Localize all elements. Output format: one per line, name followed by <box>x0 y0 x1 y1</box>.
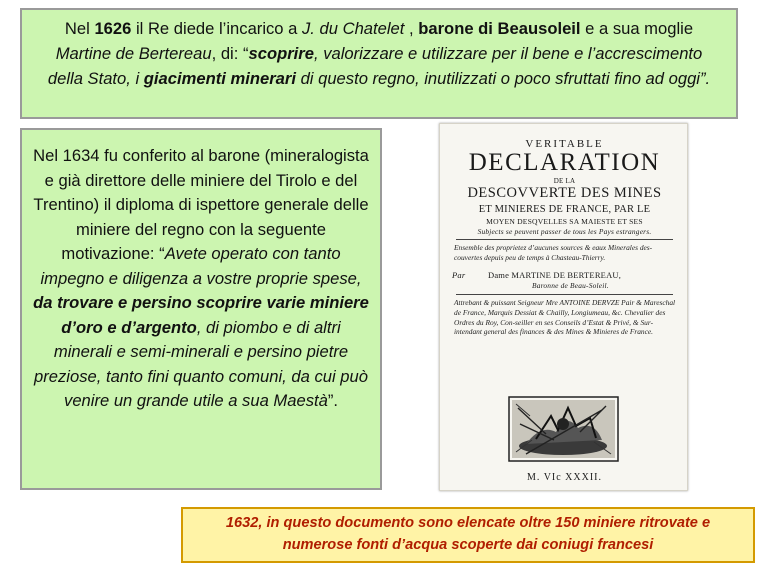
doc-par: Par <box>452 270 466 280</box>
highlight-gold-silver: da trovare e persino scoprire varie miniere d’oro e d’argento <box>33 293 369 337</box>
intro-text-box <box>20 8 738 119</box>
doc-line-5: ET MINIERES DE FRANCE, PAR LE <box>478 204 651 215</box>
year-1626: 1626 <box>94 19 132 38</box>
person-name: J. du Chatelet <box>302 19 405 38</box>
doc-line-1: VERITABLE <box>525 138 604 150</box>
intro-text: Nel 1626 il Re diede l’incarico a J. du Chatelet , barone di Beausoleil e a sua moglie Martine de Bertereau, di: “scoprire, valorizzare e utilizzare per il bene e l’accrescimento della Stato, i giacimenti minerari di questo regno, inutilizzati o poco sfruttati fino ad oggi”. <box>47 19 711 88</box>
doc-divider <box>456 294 673 295</box>
historical-document-image <box>439 123 688 491</box>
wife-name: Martine de Bertereau <box>55 44 212 63</box>
doc-date: M. VIc XXXII. <box>526 472 603 483</box>
doc-line-3: DE LA <box>553 177 576 185</box>
word-scoprire: scoprire <box>248 44 314 63</box>
doc-paragraph-2: Attrebant & puissant Seigneur Mre ANTOINE DERVZE Pair & Mareschal de France, Marquis Dessiat & Chailly, Longiumeau, &c. Chevalier des Ordres du Roy, Con-seiller en ses Conseils d’Estat & Privé, & Sur-intendant general des finances & des Mines & Minieres de France. <box>454 298 676 337</box>
doc-author-2: Baronne de Beau-Soleil. <box>532 281 609 290</box>
doc-divider <box>456 239 673 240</box>
word-giacimenti: giacimenti minerari <box>143 69 296 88</box>
doc-line-7: Subjects se peuvent passer de tous les Pays estrangers. <box>477 227 652 236</box>
woodcut-illustration <box>506 394 621 464</box>
caption-text: 1632, in questo documento sono elencate oltre 150 miniere ritrovate e numerose fonti d’acqua scoperte dai coniugi francesi <box>225 515 711 553</box>
doc-line-6: MOYEN DESQVELLES SA MAIESTE ET SES <box>486 217 643 226</box>
title-baron: barone di Beausoleil <box>418 19 581 38</box>
doc-author-1: Dame MARTINE DE BERTEREAU, <box>488 270 622 280</box>
diploma-text: Nel 1634 fu conferito al barone (mineralogista e già direttore delle miniere del Tirolo e del Trentino) il diploma di ispettore generale delle miniere del regno con la seguente motivazione: “Avete operato con tanto impegno e diligenza a vostre proprie spese, da trovare e persino scoprire varie miniere d’oro e d’argento, di piombo e di altri minerali e semi-minerali e persino pietre preziose, tanto fini quanto comuni, da cui può venire un grande utile a sua Maestà”. <box>33 146 369 410</box>
diploma-text-box <box>20 128 382 490</box>
doc-paragraph-1: Ensemble des proprietez d’aucunes sources & eaux Minerales des-couvertes depuis peu de temps à Chasteau-Thierry. <box>454 243 653 262</box>
doc-line-2: DECLARATION <box>468 149 661 176</box>
doc-line-4: DESCOVVERTE DES MINES <box>467 185 662 201</box>
caption-box <box>181 507 755 563</box>
